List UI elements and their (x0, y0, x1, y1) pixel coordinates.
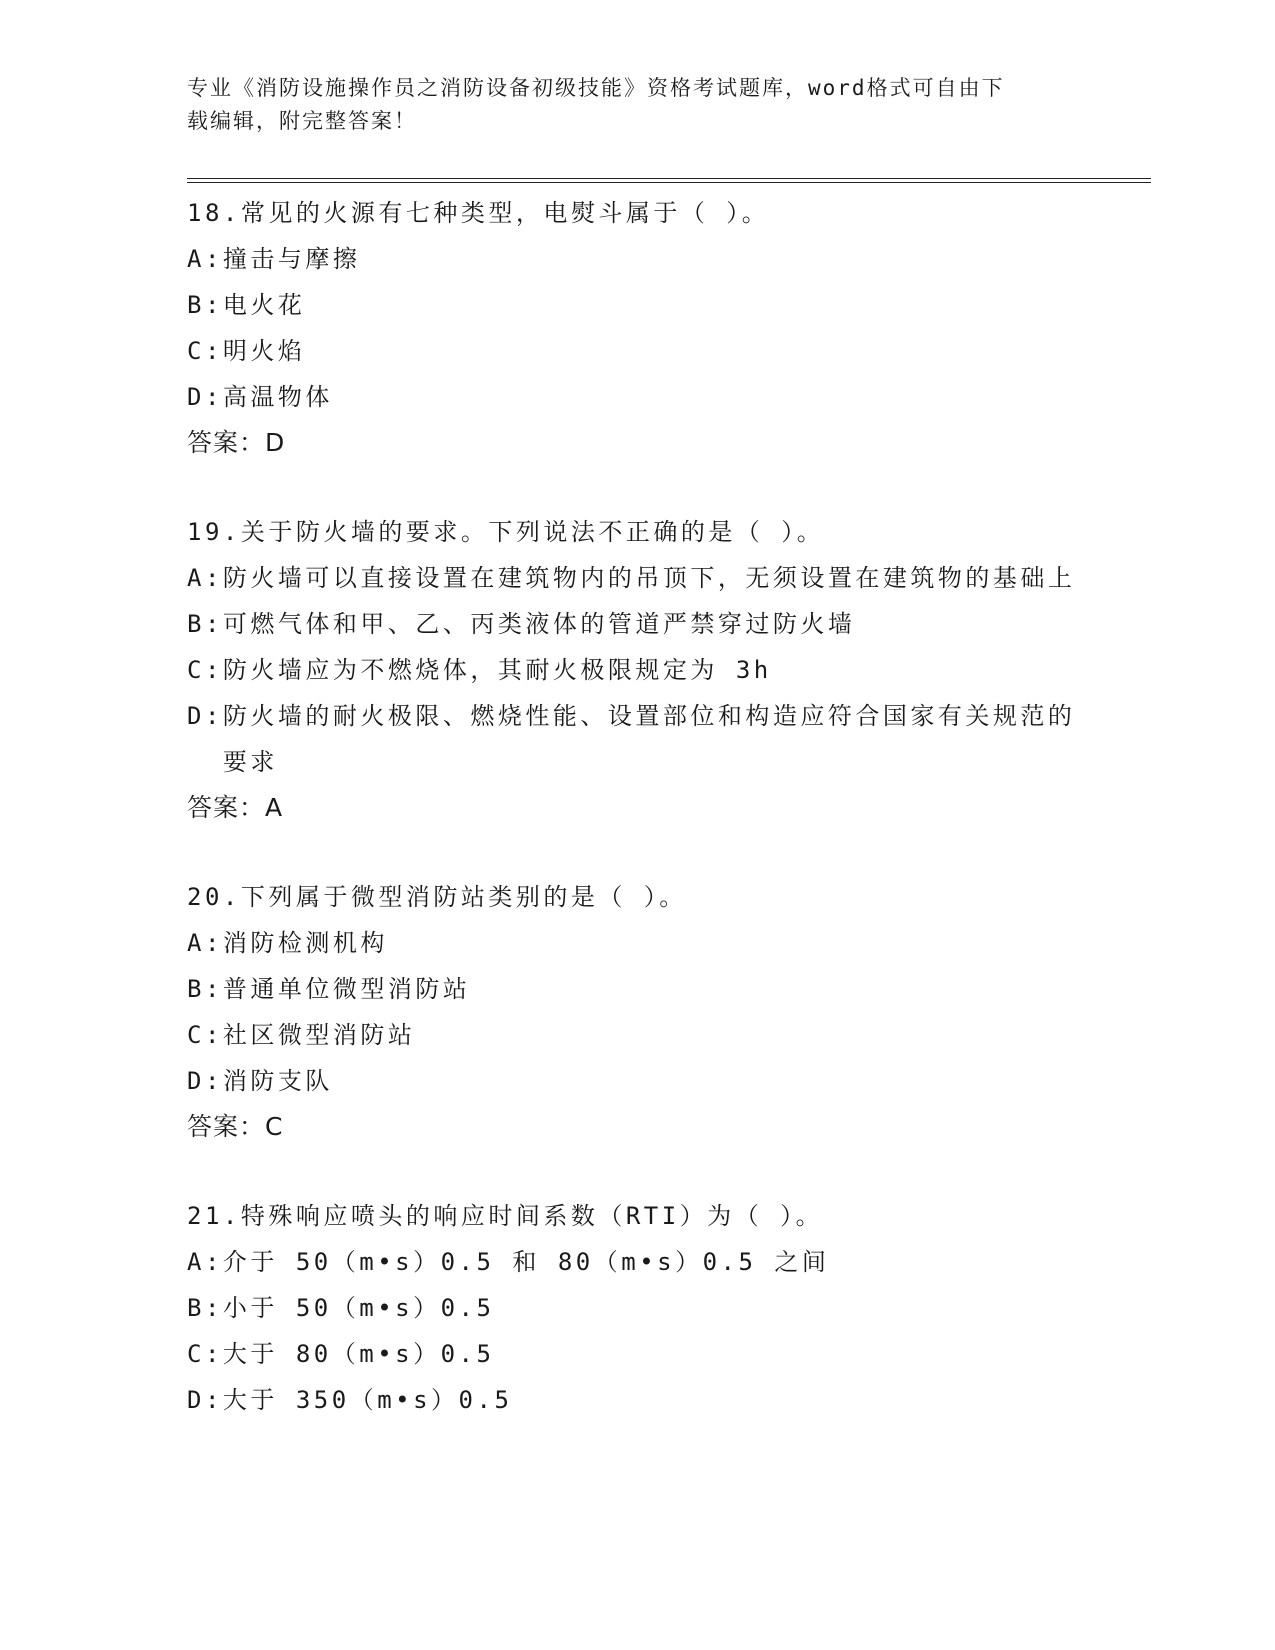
option-key: B: (187, 291, 223, 319)
option-c (187, 1331, 1087, 1377)
option-text: 消防检测机构 (222, 929, 388, 957)
option-d (187, 693, 1087, 785)
option-text: 可燃气体和甲、乙、丙类液体的管道严禁穿过防火墙 (222, 610, 856, 638)
option-a (187, 555, 1087, 601)
answer-label: 答案：C (187, 1112, 284, 1141)
header-rule-top (187, 178, 1151, 179)
option-key: A: (187, 564, 223, 592)
option-key: B: (187, 975, 223, 1003)
option-c (187, 328, 1087, 374)
option-d (187, 1058, 1087, 1104)
question-list (187, 190, 1087, 1466)
option-text: 防火墙的耐火极限、燃烧性能、设置部位和构造应符合国家有关规范的要求 (222, 702, 1076, 776)
option-text: 介于 50（m•s）0.5 和 80（m•s）0.5 之间 (222, 1248, 830, 1276)
header-line-2: 载编辑，附完整答案！ (187, 109, 417, 133)
option-text: 小于 50（m•s）0.5 (222, 1294, 495, 1322)
option-c (187, 647, 1087, 693)
question-19 (187, 509, 1087, 831)
option-b (187, 282, 1087, 328)
option-key: B: (187, 1294, 223, 1322)
option-key: D: (187, 1067, 223, 1095)
option-key: D: (187, 702, 223, 730)
option-key: D: (187, 383, 223, 411)
header-rule-bottom (187, 182, 1151, 183)
option-text: 防火墙可以直接设置在建筑物内的吊顶下，无须设置在建筑物的基础上 (222, 564, 1076, 592)
option-key: C: (187, 656, 223, 684)
option-text: 防火墙应为不燃烧体，其耐火极限规定为 3h (222, 656, 772, 684)
option-key: C: (187, 337, 223, 365)
option-a (187, 1239, 1087, 1285)
answer-label: 答案：A (187, 793, 284, 822)
option-key: C: (187, 1021, 223, 1049)
option-c (187, 1012, 1087, 1058)
question-18 (187, 190, 1087, 466)
option-b (187, 966, 1087, 1012)
question-21 (187, 1193, 1087, 1423)
option-a (187, 920, 1087, 966)
option-key: A: (187, 929, 223, 957)
option-d (187, 374, 1087, 420)
option-text: 明火焰 (222, 337, 306, 365)
option-text: 大于 80（m•s）0.5 (222, 1340, 495, 1368)
option-key: B: (187, 610, 223, 638)
option-b (187, 1285, 1087, 1331)
option-a (187, 236, 1087, 282)
option-text: 高温物体 (222, 383, 333, 411)
question-20 (187, 874, 1087, 1150)
option-text: 消防支队 (222, 1067, 333, 1095)
option-key: D: (187, 1386, 223, 1414)
question-stem: 19.关于防火墙的要求。下列说法不正确的是（ ）。 (187, 518, 825, 546)
answer-label: 答案：D (187, 428, 286, 457)
option-b (187, 601, 1087, 647)
option-text: 社区微型消防站 (222, 1021, 416, 1049)
option-d (187, 1377, 1087, 1423)
option-key: A: (187, 1248, 223, 1276)
option-text: 大于 350（m•s）0.5 (222, 1386, 513, 1414)
document-header (187, 72, 1067, 138)
question-stem: 21.特殊响应喷头的响应时间系数（RTI）为（ ）。 (187, 1202, 824, 1230)
option-text: 普通单位微型消防站 (222, 975, 471, 1003)
question-stem: 18.常见的火源有七种类型，电熨斗属于（ ）。 (187, 199, 770, 227)
question-stem: 20.下列属于微型消防站类别的是（ ）。 (187, 883, 687, 911)
option-text: 电火花 (222, 291, 306, 319)
option-key: C: (187, 1340, 223, 1368)
option-text: 撞击与摩擦 (222, 245, 361, 273)
option-key: A: (187, 245, 223, 273)
header-line-1: 专业《消防设施操作员之消防设备初级技能》资格考试题库，word格式可自由下 (187, 76, 1005, 100)
